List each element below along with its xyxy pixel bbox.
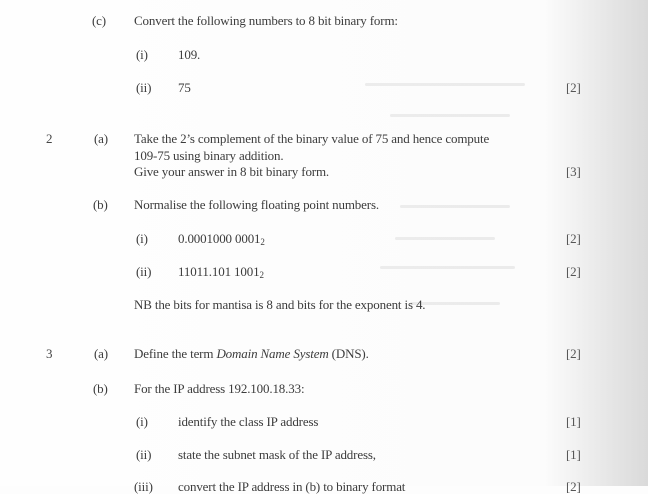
bleed-through-mark bbox=[380, 266, 515, 269]
binary-value-2b-i bbox=[178, 231, 265, 250]
question-3a-text-before: Define the term bbox=[134, 346, 217, 361]
subpart-label-1c-ii: (ii) bbox=[136, 80, 152, 95]
subpart-text-1c-i: 109. bbox=[178, 47, 201, 62]
subpart-text-1c-ii: 75 bbox=[178, 80, 191, 95]
note-2b: NB the bits for mantisa is 8 and bits for the exponent is 4. bbox=[134, 297, 426, 312]
subpart-label-3b-iii: (iii) bbox=[134, 479, 153, 494]
marks-2a: [3] bbox=[566, 164, 581, 179]
question-number-2: 2 bbox=[46, 131, 53, 146]
bleed-through-mark bbox=[400, 205, 510, 208]
subpart-label-2b-ii: (ii) bbox=[136, 264, 152, 279]
binary-digits: 11011.101 1001 bbox=[178, 264, 260, 279]
question-2b-text: Normalise the following floating point numbers. bbox=[134, 197, 379, 212]
bleed-through-mark bbox=[390, 114, 510, 117]
marks-1c: [2] bbox=[566, 80, 581, 95]
marks-2b-i: [2] bbox=[566, 231, 581, 246]
question-3b-text: For the IP address 192.100.18.33: bbox=[134, 381, 305, 396]
base-subscript: 2 bbox=[260, 237, 265, 247]
marks-3b-iii: [2] bbox=[566, 479, 581, 494]
question-2a-line-2: 109-75 using binary addition. bbox=[134, 148, 284, 163]
part-label-3b: (b) bbox=[93, 381, 108, 396]
subpart-label-3b-ii: (ii) bbox=[136, 447, 152, 462]
subpart-text-3b-i: identify the class IP address bbox=[178, 414, 319, 429]
base-subscript: 2 bbox=[259, 270, 264, 280]
marks-3b-ii: [1] bbox=[566, 447, 581, 462]
marks-3b-i: [1] bbox=[566, 414, 581, 429]
subpart-label-2b-i: (i) bbox=[136, 231, 148, 246]
term-dns: Domain Name System bbox=[216, 346, 329, 361]
binary-digits: 0.0001000 0001 bbox=[178, 231, 261, 246]
subpart-label-3b-i: (i) bbox=[136, 414, 148, 429]
question-number-3: 3 bbox=[46, 346, 53, 361]
part-label-2a: (a) bbox=[94, 131, 108, 146]
question-3a-text bbox=[134, 346, 369, 361]
subpart-label-1c-i: (i) bbox=[136, 47, 148, 62]
question-1c-text: Convert the following numbers to 8 bit binary form: bbox=[134, 13, 398, 28]
marks-2b-ii: [2] bbox=[566, 264, 581, 279]
marks-3a: [2] bbox=[566, 346, 581, 361]
subpart-text-3b-ii: state the subnet mask of the IP address, bbox=[178, 447, 376, 462]
question-3a-text-after: (DNS). bbox=[328, 346, 369, 361]
bleed-through-mark bbox=[395, 237, 495, 240]
part-label-1c: (c) bbox=[92, 13, 106, 28]
part-label-3a: (a) bbox=[94, 346, 108, 361]
question-2a-line-1: Take the 2’s complement of the binary value of 75 and hence compute bbox=[134, 131, 490, 146]
question-2a-line-3: Give your answer in 8 bit binary form. bbox=[134, 164, 330, 179]
part-label-2b: (b) bbox=[93, 197, 108, 212]
binary-value-2b-ii bbox=[178, 264, 264, 283]
subpart-text-3b-iii: convert the IP address in (b) to binary format bbox=[178, 479, 406, 494]
bleed-through-mark bbox=[365, 83, 525, 86]
